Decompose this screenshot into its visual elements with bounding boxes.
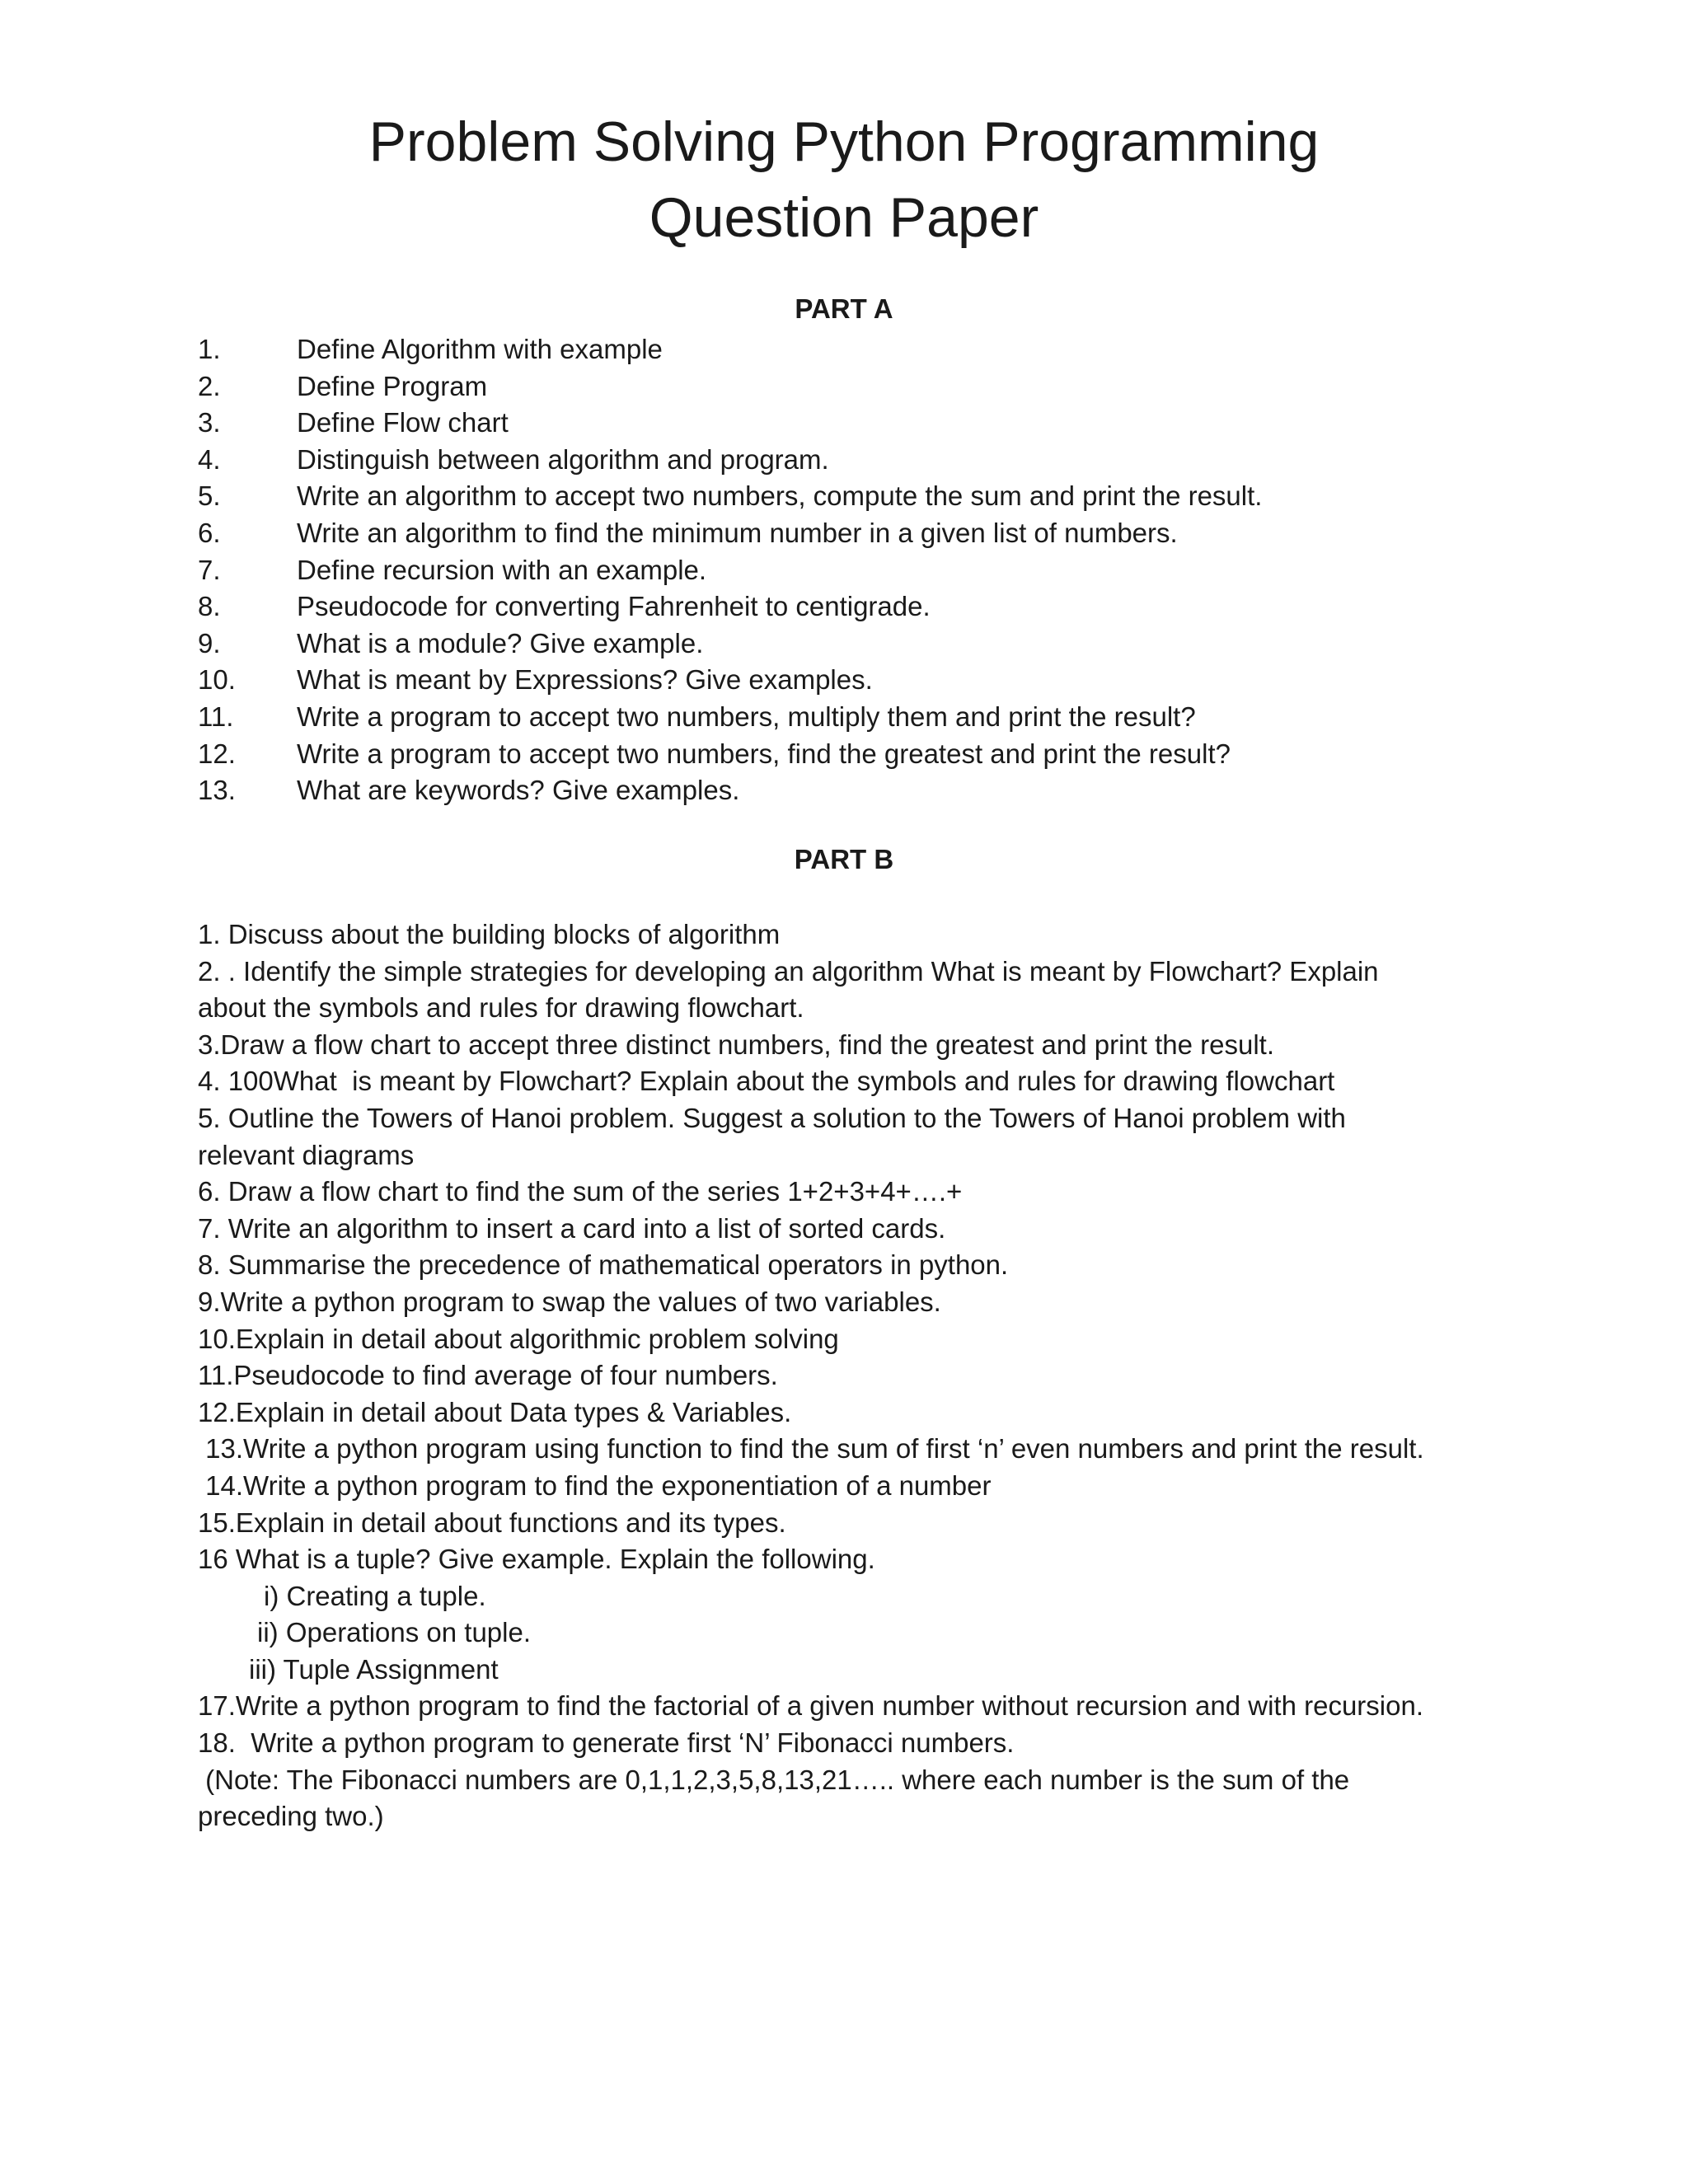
part-b-line: preceding two.) xyxy=(198,1801,384,1832)
part-a-question xyxy=(198,772,1262,809)
part-a-question xyxy=(198,736,1262,773)
question-text: What is a module? Give example. xyxy=(297,627,704,658)
part-b-line: 5. Outline the Towers of Hanoi problem. Suggest a solution to the Towers of Hanoi problem with xyxy=(198,1102,1346,1133)
part-b-subitem: ii) Operations on tuple. xyxy=(257,1617,532,1648)
title-line-1: Problem Solving Python Programming xyxy=(368,110,1320,173)
part-b-heading: PART B xyxy=(794,844,894,874)
question-text: Define recursion with an example. xyxy=(297,554,707,585)
question-number: 10. xyxy=(198,664,236,696)
question-number: 9. xyxy=(198,627,221,658)
part-b-question-list xyxy=(198,916,1484,1835)
question-text: What are keywords? Give examples. xyxy=(297,775,740,806)
question-number: 11. xyxy=(198,701,234,732)
part-a-question xyxy=(198,442,1262,479)
part-b-line: 10.Explain in detail about algorithmic problem solving xyxy=(198,1323,839,1354)
part-a-question xyxy=(198,515,1262,552)
part-a-question xyxy=(198,405,1262,442)
question-text: Distinguish between algorithm and program. xyxy=(297,443,829,475)
part-b-line: (Note: The Fibonacci numbers are 0,1,1,2,3,5,8,13,21….. where each number is the sum of the xyxy=(198,1764,1350,1795)
part-b-line: 11.Pseudocode to find average of four numbers. xyxy=(198,1360,778,1391)
question-number: 5. xyxy=(198,480,221,512)
question-text: Pseudocode for converting Fahrenheit to centigrade. xyxy=(297,591,931,622)
page-title xyxy=(0,104,1688,255)
question-number: 12. xyxy=(198,738,236,769)
part-b-subitem: i) Creating a tuple. xyxy=(264,1580,486,1611)
part-b-line: 16 What is a tuple? Give example. Explain the following. xyxy=(198,1544,875,1575)
part-b-subitem: iii) Tuple Assignment xyxy=(249,1653,499,1685)
part-b-line: relevant diagrams xyxy=(198,1139,415,1170)
part-a-question xyxy=(198,478,1262,515)
part-b-line: about the symbols and rules for drawing flowchart. xyxy=(198,992,804,1024)
question-number: 3. xyxy=(198,407,221,438)
part-a-question xyxy=(198,626,1262,663)
question-number: 1. xyxy=(198,334,221,364)
part-b-line: 1. Discuss about the building blocks of algorithm xyxy=(198,919,781,949)
part-b-line: 13.Write a python program using function to find the sum of first ‘n’ even numbers and print the result. xyxy=(198,1433,1424,1465)
question-number: 2. xyxy=(198,370,221,401)
part-a-question xyxy=(198,662,1262,699)
part-a-heading: PART A xyxy=(795,293,893,324)
question-text: Define Program xyxy=(297,370,488,401)
question-text: Write a program to accept two numbers, find the greatest and print the result? xyxy=(297,738,1231,769)
part-b-line: 7. Write an algorithm to insert a card into a list of sorted cards. xyxy=(198,1212,946,1244)
part-b-line: 8. Summarise the precedence of mathematical operators in python. xyxy=(198,1249,1009,1281)
question-text: Write a program to accept two numbers, multiply them and print the result? xyxy=(297,701,1196,732)
part-a-question xyxy=(198,368,1262,405)
question-text: Write an algorithm to find the minimum number in a given list of numbers. xyxy=(297,517,1178,548)
question-number: 8. xyxy=(198,591,221,622)
question-text: What is meant by Expressions? Give examples. xyxy=(297,664,873,696)
question-number: 13. xyxy=(198,775,236,806)
part-b-line: 17.Write a python program to find the factorial of a given number without recursion and with recursion. xyxy=(198,1690,1423,1722)
question-number: 6. xyxy=(198,517,221,548)
question-text: Define Flow chart xyxy=(297,407,509,438)
part-b-line: 18. Write a python program to generate first ‘N’ Fibonacci numbers. xyxy=(198,1727,1015,1759)
part-a-question xyxy=(198,699,1262,736)
question-text: Define Algorithm with example xyxy=(297,334,663,364)
part-b-line: 14.Write a python program to find the exponentiation of a number xyxy=(198,1469,992,1501)
part-a-question-list xyxy=(198,331,1262,809)
part-b-line: 2. . Identify the simple strategies for developing an algorithm What is meant by Flowchart? Explain xyxy=(198,955,1379,987)
question-number: 4. xyxy=(198,443,221,475)
part-b-line: 15.Explain in detail about functions and its types. xyxy=(198,1507,786,1538)
part-b-line: 3.Draw a flow chart to accept three distinct numbers, find the greatest and print the result. xyxy=(198,1029,1274,1060)
part-b-line: 9.Write a python program to swap the values of two variables. xyxy=(198,1286,941,1317)
title-line-2: Question Paper xyxy=(649,186,1039,249)
part-a-question xyxy=(198,588,1262,626)
part-b-line: 6. Draw a flow chart to find the sum of the series 1+2+3+4+….+ xyxy=(198,1176,963,1207)
question-number: 7. xyxy=(198,554,221,585)
part-a-question xyxy=(198,552,1262,589)
question-text: Write an algorithm to accept two numbers, compute the sum and print the result. xyxy=(297,480,1263,512)
part-a-question xyxy=(198,331,1262,368)
part-b-line: 4. 100What is meant by Flowchart? Explain about the symbols and rules for drawing flowchart xyxy=(198,1066,1335,1097)
part-b-line: 12.Explain in detail about Data types & Variables. xyxy=(198,1396,792,1427)
